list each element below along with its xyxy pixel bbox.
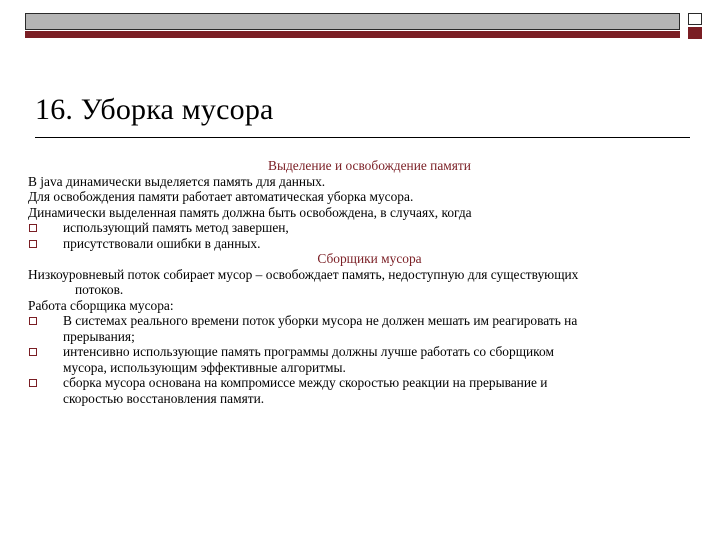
bullet-text-continuation: мусора, использующим эффективные алгоритмы. xyxy=(63,359,346,375)
square-bullet-icon xyxy=(29,317,37,325)
bullet-item xyxy=(28,344,693,375)
body-line: Работа сборщика мусора: xyxy=(28,297,174,313)
bullet-text: сборка мусора основана на компромиссе между скоростью реакции на прерывание и xyxy=(63,375,548,390)
bullet-item xyxy=(28,220,693,236)
header-stripe xyxy=(25,31,680,38)
body-line xyxy=(28,267,693,298)
header-band xyxy=(25,13,680,30)
bullet-text-continuation: скоростью восстановления памяти. xyxy=(63,390,265,406)
section-heading-collectors: Сборщики мусора xyxy=(317,251,422,266)
bullet-item xyxy=(28,236,693,252)
body-line: В java динамически выделяется память для данных. xyxy=(28,173,326,189)
bullet-text: В системах реального времени поток уборки мусора не должен мешать им реагировать на xyxy=(63,313,578,328)
corner-square-filled-icon xyxy=(688,27,702,39)
body-line-text: Низкоуровневый поток собирает мусор – освобождает память, недоступную для существующих xyxy=(28,266,579,282)
square-bullet-icon xyxy=(29,348,37,356)
bullet-text: интенсивно использующие память программы должны лучше работать со сборщиком xyxy=(63,344,554,359)
corner-square-icon xyxy=(688,13,702,25)
title-divider xyxy=(35,137,690,138)
bullet-item xyxy=(28,375,693,406)
slide-title: 16. Уборка мусора xyxy=(35,93,274,126)
section-heading-memory: Выделение и освобождение памяти xyxy=(268,158,471,173)
body-line: Для освобождения памяти работает автоматическая уборка мусора. xyxy=(28,189,414,204)
bullet-text: присутствовали ошибки в данных. xyxy=(63,235,261,251)
bullet-text: использующий память метод завершен, xyxy=(63,220,289,235)
square-bullet-icon xyxy=(29,240,37,248)
bullet-text-continuation: прерывания; xyxy=(63,328,135,344)
square-bullet-icon xyxy=(29,379,37,387)
body-line: Динамически выделенная память должна быть освобождена, в случаях, когда xyxy=(28,204,472,220)
bullet-item xyxy=(28,313,693,344)
body-line-continuation: потоков. xyxy=(75,282,124,297)
slide-body xyxy=(28,158,693,406)
square-bullet-icon xyxy=(29,224,37,232)
